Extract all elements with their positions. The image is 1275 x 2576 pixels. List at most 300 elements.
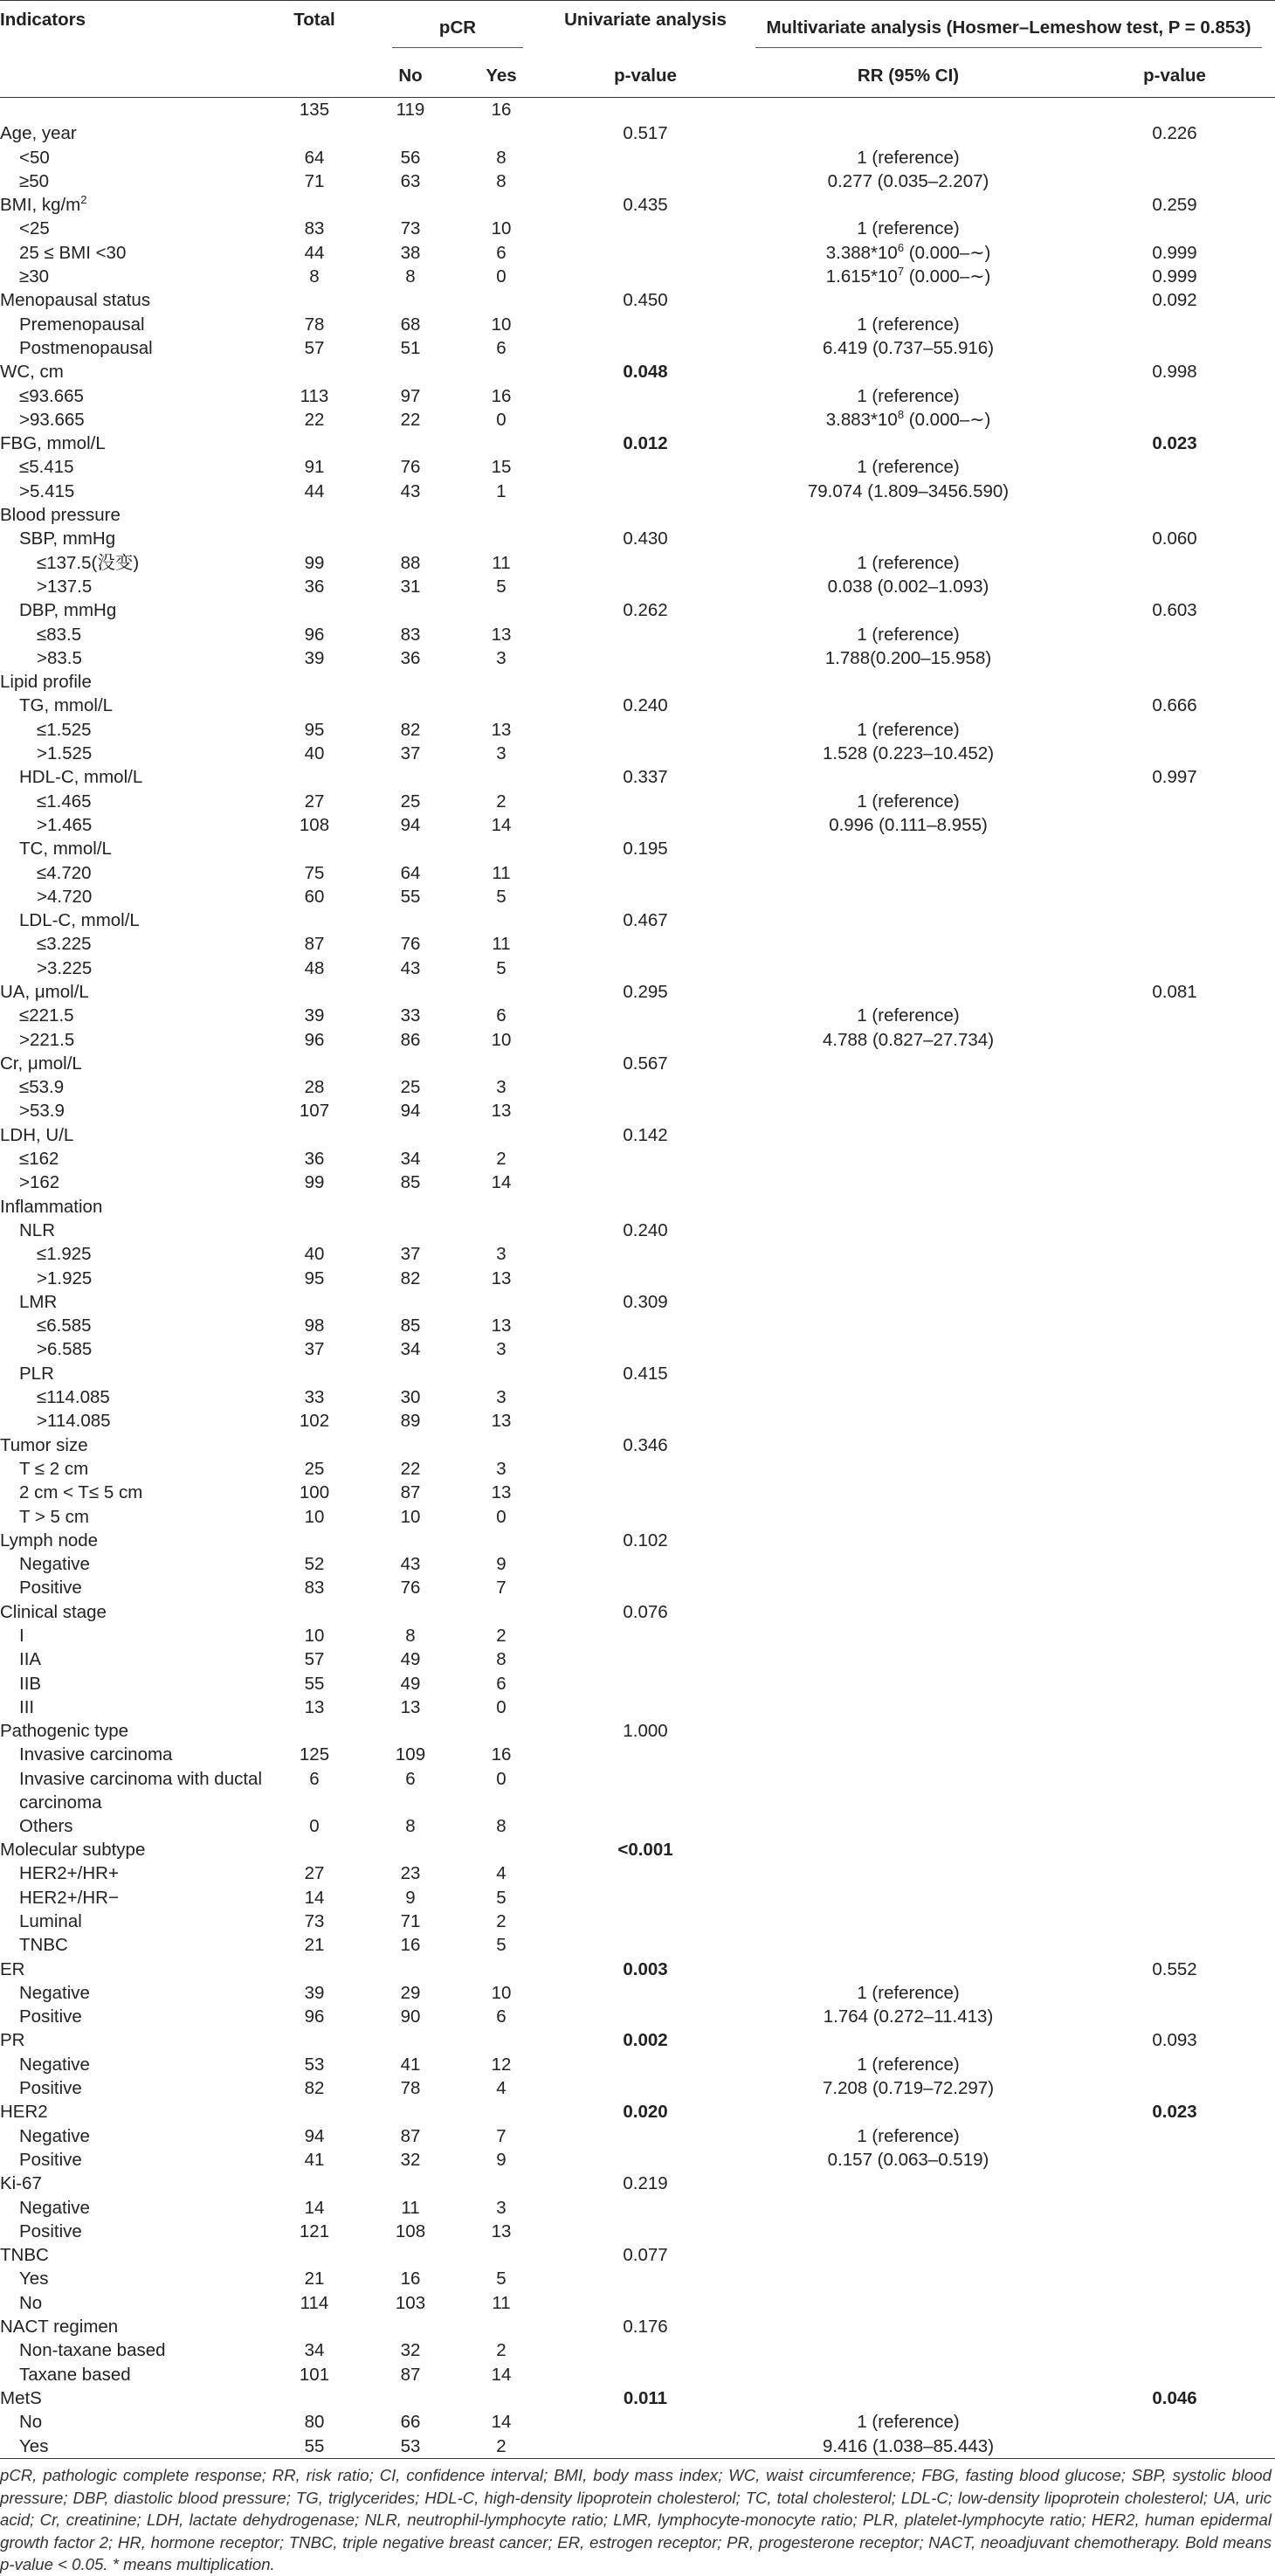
cell-multivariate-p [1074, 2148, 1275, 2172]
cell-rr [742, 1838, 1074, 1861]
cell-total [262, 1195, 367, 1219]
cell-pcr-no: 34 [400, 1339, 421, 1360]
cell-pcr-yes: 3 [496, 2197, 507, 2218]
table-row [0, 837, 1275, 860]
cell-rr: 9.416 (1.038–85.443) [822, 2435, 995, 2456]
cell-rr [742, 2338, 1074, 2362]
row-label: ≤137.5(没变) [37, 552, 140, 573]
cell-total: 114 [300, 2292, 329, 2313]
cell-rr [742, 1385, 1074, 1409]
table-row [0, 1552, 1275, 1576]
row-label: Others [19, 1815, 73, 1836]
cell-pcr-yes: 6 [496, 242, 507, 263]
row-label: Cr, μmol/L [0, 1053, 82, 1074]
cell-pcr-yes [454, 503, 548, 527]
cell-total: 108 [299, 814, 330, 835]
cell-multivariate-p [1074, 2076, 1275, 2100]
cell-total: 78 [304, 314, 325, 335]
row-label: ≤1.465 [37, 791, 92, 811]
cell-rr: 6.419 (0.737–55.916) [822, 337, 995, 358]
cell-pcr-no: 89 [400, 1411, 421, 1432]
cell-rr: 1 (reference) [857, 385, 960, 406]
row-label: IIA [19, 1649, 42, 1670]
cell-pcr-no [367, 908, 454, 932]
cell-rr [742, 1267, 1074, 1290]
cell-pcr-no [367, 1433, 454, 1457]
cell-pcr-no: 37 [400, 1244, 421, 1265]
cell-pcr-yes [454, 1052, 548, 1075]
cell-pcr-no: 22 [400, 1458, 421, 1479]
table-row [0, 885, 1275, 908]
cell-multivariate-p [1074, 1814, 1275, 1838]
cell-multivariate-p [1074, 861, 1275, 885]
cell-pcr-yes: 7 [496, 2125, 507, 2146]
cell-univariate-p [548, 336, 742, 360]
cell-multivariate-p: 0.046 [1152, 2387, 1197, 2408]
cell-pcr-yes [454, 2100, 548, 2124]
cell-pcr-no [367, 2386, 454, 2410]
row-label: Postmenopausal [19, 337, 153, 358]
row-label: Lymph node [0, 1530, 99, 1550]
cell-total: 96 [304, 624, 325, 645]
row-label: T > 5 cm [19, 1506, 89, 1527]
cell-rr [742, 1624, 1074, 1647]
cell-pcr-yes [454, 288, 548, 312]
cell-multivariate-p [1074, 2005, 1275, 2028]
row-label: TG, mmol/L [19, 695, 114, 716]
table-row [0, 2291, 1275, 2315]
cell-univariate-p: 0.012 [623, 433, 668, 454]
cell-rr: 7.208 (0.719–72.297) [822, 2078, 995, 2099]
cell-multivariate-p: 0.259 [1152, 195, 1197, 216]
row-label: >4.720 [37, 886, 93, 907]
cell-pcr-no [367, 527, 454, 550]
cell-total: 27 [304, 791, 325, 811]
cell-pcr-no [367, 1195, 454, 1219]
table-row [0, 169, 1275, 193]
cell-total: 39 [304, 647, 325, 668]
row-label: UA, μmol/L [0, 981, 89, 1002]
cell-pcr-yes: 2 [496, 2340, 507, 2361]
cell-univariate-p [548, 217, 742, 240]
row-label: Age, year [0, 123, 77, 144]
cell-pcr-yes [454, 694, 548, 717]
cell-pcr-no: 11 [401, 2197, 420, 2218]
cell-pcr-yes: 2 [496, 1626, 507, 1646]
cell-pcr-yes: 9 [496, 1554, 507, 1575]
cell-pcr-yes: 0 [496, 409, 507, 430]
cell-rr [742, 1529, 1074, 1552]
cell-pcr-yes: 2 [496, 2435, 507, 2456]
cell-pcr-no: 87 [400, 1482, 421, 1503]
table-row [0, 932, 1275, 956]
cell-total: 71 [304, 170, 325, 191]
cell-pcr-no: 32 [400, 2149, 421, 2170]
row-label: ≤1.925 [37, 1244, 92, 1265]
cell-univariate-p [548, 813, 742, 837]
cell-univariate-p: 0.011 [623, 2387, 668, 2408]
cell-pcr-no: 64 [400, 862, 421, 883]
cell-pcr-yes [454, 527, 548, 550]
cell-rr [742, 1290, 1074, 1314]
table-row [0, 2196, 1275, 2220]
row-label: NLR [19, 1219, 56, 1240]
cell-multivariate-p [1074, 1099, 1275, 1122]
table-footnote: pCR, pathologic complete response; RR, risk ratio; CI, confidence interval; BMI, body mass index; WC, waist circumference; FBG, fasting blood glucose; SBP, systolic blood pressure; DBP, diastolic blood pressure; TG, triglycerides; HDL-C, high-density lipoprotein cholesterol; TC, total cholesterol; LDL-C; low-density lipoprotein cholesterol; UA, uric acid; Cr, creatinine; LDH, lactate dehydrogenase; NLR, neutrophil-lymphocyte ratio; LMR, lymphocyte-monocyte ratio; PLR, platelet-lymphocyte ratio; HER2, human epidermal growth factor 2; HR, hormone receptor; TNBC, triple negative breast cancer; ER, estrogen receptor; PR, progesterone receptor; NACT, neoadjuvant chemotherapy. Bold means p-value < 0.05. * means multiplication. [0, 2466, 1272, 2573]
cell-pcr-yes: 10 [491, 1029, 512, 1050]
table-row [0, 957, 1275, 980]
header-pcr-yes: Yes [486, 66, 517, 86]
cell-rr [742, 2363, 1074, 2386]
row-label: Yes [19, 2269, 49, 2289]
cell-multivariate-p [1074, 1457, 1275, 1481]
cell-rr: 1 (reference) [857, 457, 960, 478]
cell-multivariate-p [1074, 408, 1275, 432]
cell-multivariate-p [1074, 1743, 1275, 1766]
cell-pcr-yes: 13 [491, 1267, 512, 1288]
cell-multivariate-p [1074, 837, 1275, 860]
cell-rr: 1.788(0.200–15.958) [824, 647, 992, 668]
table-row [0, 1719, 1275, 1743]
cell-pcr-no: 25 [400, 791, 421, 811]
table-row [0, 1219, 1275, 1242]
cell-pcr-yes: 13 [491, 719, 512, 740]
row-label: >3.225 [37, 957, 93, 978]
table-row [0, 1647, 1275, 1671]
table-row [0, 718, 1275, 742]
cell-multivariate-p: 0.081 [1152, 981, 1197, 1002]
cell-univariate-p: 0.240 [623, 1219, 668, 1240]
cell-rr [742, 527, 1074, 550]
cell-multivariate-p [1074, 1052, 1275, 1075]
cell-pcr-no: 16 [400, 1935, 421, 1956]
cell-pcr-yes: 8 [496, 1815, 507, 1836]
cell-rr: 0.038 (0.002–1.093) [827, 576, 989, 597]
cell-total: 34 [304, 2340, 325, 2361]
row-label: ≥30 [19, 266, 50, 287]
cell-multivariate-p [1074, 1719, 1275, 1743]
cell-pcr-yes: 14 [491, 2412, 512, 2433]
table-row [0, 1075, 1275, 1099]
cell-pcr-yes: 3 [496, 743, 507, 764]
cell-total: 75 [304, 862, 325, 883]
cell-univariate-p [548, 503, 742, 527]
cell-multivariate-p [1074, 1385, 1275, 1409]
cell-univariate-p [548, 241, 742, 265]
cell-rr: 0.157 (0.063–0.519) [827, 2149, 989, 2170]
cell-multivariate-p [1074, 623, 1275, 646]
cell-pcr-yes: 10 [491, 218, 512, 239]
cell-pcr-yes: 0 [496, 1506, 507, 1527]
cell-total: 0 [309, 1815, 320, 1836]
row-label: Luminal [19, 1910, 82, 1931]
row-label: T ≤ 2 cm [19, 1458, 89, 1479]
cell-rr [742, 1481, 1074, 1504]
cell-pcr-yes [454, 360, 548, 383]
cell-pcr-no: 25 [400, 1077, 421, 1098]
cell-rr: 0.996 (0.111–8.955) [829, 814, 988, 835]
cell-total [262, 1290, 367, 1314]
table-row [0, 1958, 1275, 1981]
cell-total [262, 2315, 367, 2338]
header-pvalue: p-value [614, 66, 677, 86]
row-label: Tumor size [0, 1434, 88, 1455]
cell-pcr-yes: 10 [491, 1982, 512, 2003]
cell-total: 80 [304, 2412, 325, 2433]
cell-univariate-p [548, 2338, 742, 2362]
cell-univariate-p [548, 1552, 742, 1576]
row-label: TC, mmol/L [19, 839, 112, 860]
cell-rr [742, 2172, 1074, 2195]
table-row [0, 1242, 1275, 1266]
cell-pcr-yes [454, 1362, 548, 1385]
table-row [0, 2434, 1275, 2459]
header-pcr-no: No [398, 66, 423, 86]
cell-multivariate-p [1074, 2243, 1275, 2267]
cell-pcr-no: 76 [400, 1578, 421, 1599]
row-label: Invasive carcinoma with ductal carcinoma [19, 1768, 263, 1813]
cell-multivariate-p [1074, 98, 1275, 122]
cell-rr [742, 861, 1074, 885]
cell-rr: 1 (reference) [857, 2412, 960, 2433]
table-row [0, 2410, 1275, 2434]
cell-rr [742, 1147, 1074, 1171]
cell-pcr-no: 82 [400, 719, 421, 740]
table-row [0, 1981, 1275, 2005]
cell-multivariate-p [1074, 1695, 1275, 1719]
cell-total: 135 [299, 100, 330, 120]
table-row [0, 217, 1275, 240]
cell-pcr-yes [454, 670, 548, 694]
row-label [0, 98, 262, 122]
cell-pcr-yes [454, 980, 548, 1004]
row-label: Premenopausal [19, 314, 145, 335]
cell-rr [742, 1314, 1074, 1337]
cell-total: 73 [304, 1910, 325, 1931]
row-label: Invasive carcinoma [19, 1744, 173, 1765]
cell-multivariate-p [1074, 1505, 1275, 1529]
cell-pcr-no: 56 [400, 147, 421, 168]
cell-univariate-p: 0.430 [623, 528, 668, 549]
cell-multivariate-p [1074, 2338, 1275, 2362]
row-label: ≤83.5 [37, 624, 82, 645]
cell-pcr-no: 86 [400, 1029, 421, 1050]
row-label: ≤6.585 [37, 1316, 92, 1336]
row-label: Positive [19, 2078, 82, 2099]
cell-univariate-p [548, 1647, 742, 1671]
cell-multivariate-p [1074, 1600, 1275, 1624]
cell-pcr-no [367, 670, 454, 694]
row-label: HDL-C, mmol/L [19, 767, 143, 788]
cell-pcr-yes: 3 [496, 1244, 507, 1265]
cell-multivariate-p [1074, 169, 1275, 193]
table-row [0, 2338, 1275, 2362]
cell-pcr-yes: 0 [496, 1696, 507, 1717]
cell-rr [742, 360, 1074, 383]
cell-rr [742, 2243, 1074, 2267]
row-label: >93.665 [19, 409, 85, 430]
cell-rr [742, 1409, 1074, 1433]
row-label: >1.525 [37, 743, 93, 764]
table-row [0, 1672, 1275, 1695]
cell-multivariate-p: 0.998 [1152, 362, 1197, 383]
cell-pcr-no [367, 503, 454, 527]
cell-pcr-yes: 13 [491, 1316, 512, 1336]
table-row [0, 980, 1275, 1004]
row-label: PR [0, 2030, 25, 2051]
cell-multivariate-p: 0.023 [1152, 2102, 1197, 2123]
cell-univariate-p: 0.415 [623, 1363, 668, 1384]
cell-univariate-p [548, 646, 742, 670]
cell-total: 83 [304, 218, 325, 239]
row-label: Ki-67 [0, 2173, 42, 2194]
cell-multivariate-p [1074, 146, 1275, 169]
cell-univariate-p: 0.450 [623, 290, 668, 311]
cell-total: 99 [304, 552, 325, 573]
cell-total: 25 [304, 1458, 325, 1479]
cell-univariate-p [548, 1505, 742, 1529]
cell-rr [742, 885, 1074, 908]
table-row [0, 646, 1275, 670]
cell-total [262, 1123, 367, 1147]
table-row [0, 1600, 1275, 1624]
cell-univariate-p [548, 455, 742, 479]
row-label: <25 [19, 218, 50, 239]
cell-multivariate-p [1074, 742, 1275, 765]
cell-pcr-no: 8 [405, 1815, 416, 1836]
cell-rr: 1 (reference) [857, 552, 960, 573]
cell-univariate-p [548, 1099, 742, 1122]
row-label: >1.465 [37, 814, 93, 835]
cell-total: 39 [304, 1005, 325, 1026]
cell-rr [742, 2100, 1074, 2124]
cell-rr [742, 1075, 1074, 1099]
rr-interval: (0.000–∼) [904, 242, 991, 263]
cell-rr [742, 1672, 1074, 1695]
cell-total: 55 [304, 1673, 325, 1694]
cell-univariate-p [548, 957, 742, 980]
cell-pcr-yes: 14 [491, 1172, 512, 1193]
cell-pcr-yes: 4 [496, 2078, 507, 2099]
row-label: Negative [19, 1554, 90, 1575]
table-row [0, 2053, 1275, 2076]
cell-pcr-yes: 16 [491, 100, 512, 120]
table-row [0, 790, 1275, 813]
row-label: Positive [19, 2220, 82, 2241]
rr-exponent: 7 [897, 265, 905, 279]
cell-pcr-yes: 16 [491, 385, 512, 406]
cell-pcr-yes: 5 [496, 957, 507, 978]
cell-pcr-yes [454, 121, 548, 145]
cell-pcr-yes [454, 1529, 548, 1552]
cell-total: 14 [304, 2197, 325, 2218]
cell-pcr-no [367, 1362, 454, 1385]
table-row [0, 1481, 1275, 1504]
cell-pcr-yes: 3 [496, 1339, 507, 1360]
cell-rr [742, 1052, 1074, 1075]
cell-multivariate-p [1074, 1886, 1275, 1910]
cell-total [262, 1433, 367, 1457]
cell-pcr-yes [454, 837, 548, 860]
row-label: PLR [19, 1363, 54, 1384]
cell-rr [742, 193, 1074, 217]
cell-pcr-yes: 8 [496, 147, 507, 168]
table-row [0, 2076, 1275, 2100]
table-row [0, 1267, 1275, 1290]
cell-univariate-p: 0.102 [623, 1530, 668, 1550]
cell-pcr-yes: 5 [496, 1887, 507, 1908]
row-label: Blood pressure [0, 505, 121, 526]
table-row [0, 2172, 1275, 2195]
cell-multivariate-p [1074, 1433, 1275, 1457]
cell-pcr-yes: 6 [496, 1005, 507, 1026]
row-label: ≤4.720 [37, 862, 92, 883]
cell-pcr-yes: 13 [491, 1482, 512, 1503]
cell-total [262, 2100, 367, 2124]
cell-multivariate-p [1074, 1267, 1275, 1290]
cell-pcr-no [367, 980, 454, 1004]
cell-multivariate-p [1074, 1075, 1275, 1099]
cell-multivariate-p [1074, 1861, 1275, 1885]
cell-pcr-no: 119 [396, 100, 425, 120]
table-row [0, 1814, 1275, 1838]
cell-multivariate-p [1074, 932, 1275, 956]
cell-multivariate-p [1074, 2410, 1275, 2434]
cell-pcr-no: 16 [400, 2269, 421, 2289]
cell-multivariate-p [1074, 1981, 1275, 2005]
cell-univariate-p: 0.020 [623, 2102, 668, 2123]
cell-rr: 1.764 (0.272–11.413) [823, 2006, 994, 2027]
cell-total [262, 288, 367, 312]
cell-rr [742, 1171, 1074, 1194]
cell-total: 37 [304, 1339, 325, 1360]
cell-univariate-p: 0.048 [623, 362, 668, 383]
row-label: IIB [19, 1673, 42, 1694]
cell-rr [742, 1695, 1074, 1719]
table-row [0, 623, 1275, 646]
table-row [0, 1695, 1275, 1719]
cell-pcr-yes: 11 [492, 862, 511, 883]
cell-univariate-p [548, 2124, 742, 2148]
cell-rr [742, 1433, 1074, 1457]
cell-univariate-p: 0.240 [623, 695, 668, 716]
cell-univariate-p [548, 670, 742, 694]
cell-total: 113 [300, 385, 329, 406]
cell-total [262, 908, 367, 932]
cell-rr [742, 2291, 1074, 2315]
cell-pcr-yes: 3 [496, 1458, 507, 1479]
cell-multivariate-p: 0.023 [1152, 433, 1197, 454]
cell-pcr-no: 94 [400, 1101, 421, 1122]
cell-multivariate-p: 0.603 [1152, 600, 1197, 621]
cell-univariate-p [548, 1695, 742, 1719]
cell-rr [742, 432, 1074, 455]
cell-pcr-yes: 13 [491, 2220, 512, 2241]
cell-pcr-yes: 13 [491, 1411, 512, 1432]
cell-pcr-no: 43 [400, 957, 421, 978]
cell-univariate-p [548, 1910, 742, 1933]
cell-total [262, 1719, 367, 1743]
cell-total: 98 [304, 1316, 325, 1336]
cell-rr [742, 288, 1074, 312]
cell-univariate-p: 0.467 [623, 910, 668, 931]
cell-multivariate-p [1074, 551, 1275, 575]
cell-total [262, 193, 367, 217]
cell-total: 14 [304, 1887, 325, 1908]
cell-total [262, 1052, 367, 1075]
table-row [0, 1933, 1275, 1957]
cell-pcr-yes: 2 [496, 1910, 507, 1931]
